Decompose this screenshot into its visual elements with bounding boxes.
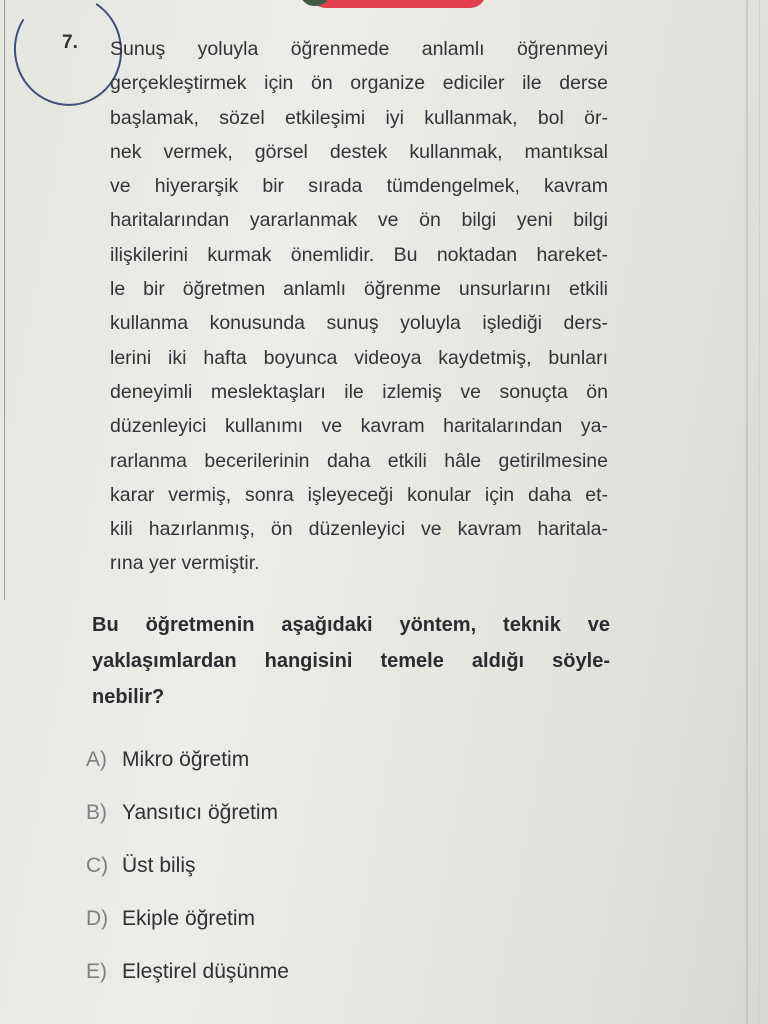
page-right-edge-secondary: [759, 0, 760, 1024]
question-prompt: [92, 607, 610, 715]
answer-option-letter: D): [86, 907, 109, 930]
answer-option-letter: B): [86, 801, 107, 824]
answer-option-a[interactable]: [86, 748, 586, 801]
question-number: 7.: [62, 32, 78, 53]
answer-option-e[interactable]: [86, 960, 586, 1013]
answer-option-b[interactable]: [86, 801, 586, 854]
answer-option-letter: E): [86, 960, 107, 983]
answer-option-letter: A): [86, 748, 107, 771]
answer-option-c[interactable]: [86, 854, 586, 907]
answer-option-text: Eleştirel düşünme: [122, 960, 289, 983]
question-stem-line: karar vermiş, sonra işleyeceği konular için daha et-: [110, 483, 608, 506]
question-stem-line: kullanma konusunda sunuş yoluyla işlediği ders-: [110, 312, 608, 335]
question-stem-line: deneyimli meslektaşları ile izlemiş ve sonuçta ön: [110, 380, 608, 403]
question-stem-line: ilişkilerini kurmak önemlidir. Bu noktadan hareket-: [110, 243, 608, 266]
question-stem-line: nek vermek, görsel destek kullanmak, mantıksal: [110, 140, 608, 163]
question-stem: [110, 32, 608, 581]
question-prompt-line: Bu öğretmenin aşağıdaki yöntem, teknik ve: [92, 614, 610, 636]
answer-option-text: Üst biliş: [122, 854, 196, 877]
page-right-edge: [746, 0, 748, 1024]
question-stem-line: düzenleyici kullanımı ve kavram haritalarından ya-: [110, 415, 608, 438]
question-prompt-line: nebilir?: [92, 686, 165, 708]
answer-option-d[interactable]: [86, 907, 586, 960]
answer-option-text: Ekiple öğretim: [122, 907, 256, 930]
question-stem-line: rına yer vermiştir.: [110, 552, 260, 575]
left-margin-rule: [4, 0, 5, 600]
answer-options: [86, 748, 586, 1013]
question-stem-line: haritalarından yararlanmak ve ön bilgi yeni bilgi: [110, 209, 608, 232]
page-top-accent: [310, 0, 486, 8]
question-stem-line: rarlanma becerilerinin daha etkili hâle getirilmesine: [110, 449, 608, 472]
question-stem-line: başlamak, sözel etkileşimi iyi kullanmak, bol ör-: [110, 106, 608, 129]
question-stem-line: kili hazırlanmış, ön düzenleyici ve kavram haritala-: [110, 518, 608, 541]
question-prompt-line: yaklaşımlardan hangisini temele aldığı söyle-: [92, 650, 610, 672]
answer-option-text: Yansıtıcı öğretim: [122, 801, 279, 824]
question-stem-line: le bir öğretmen anlamlı öğrenme unsurlarını etkili: [110, 278, 608, 301]
question-stem-line: ve hiyerarşik bir sırada tümdengelmek, kavram: [110, 175, 608, 198]
answer-option-text: Mikro öğretim: [122, 748, 250, 771]
question-stem-line: gerçekleştirmek için ön organize ediciler ile derse: [110, 72, 608, 95]
question-stem-line: lerini iki hafta boyunca videoya kaydetmiş, bunları: [110, 346, 608, 369]
question-stem-line: Sunuş yoluyla öğrenmede anlamlı öğrenmeyi: [110, 38, 608, 60]
answer-option-letter: C): [86, 854, 109, 877]
